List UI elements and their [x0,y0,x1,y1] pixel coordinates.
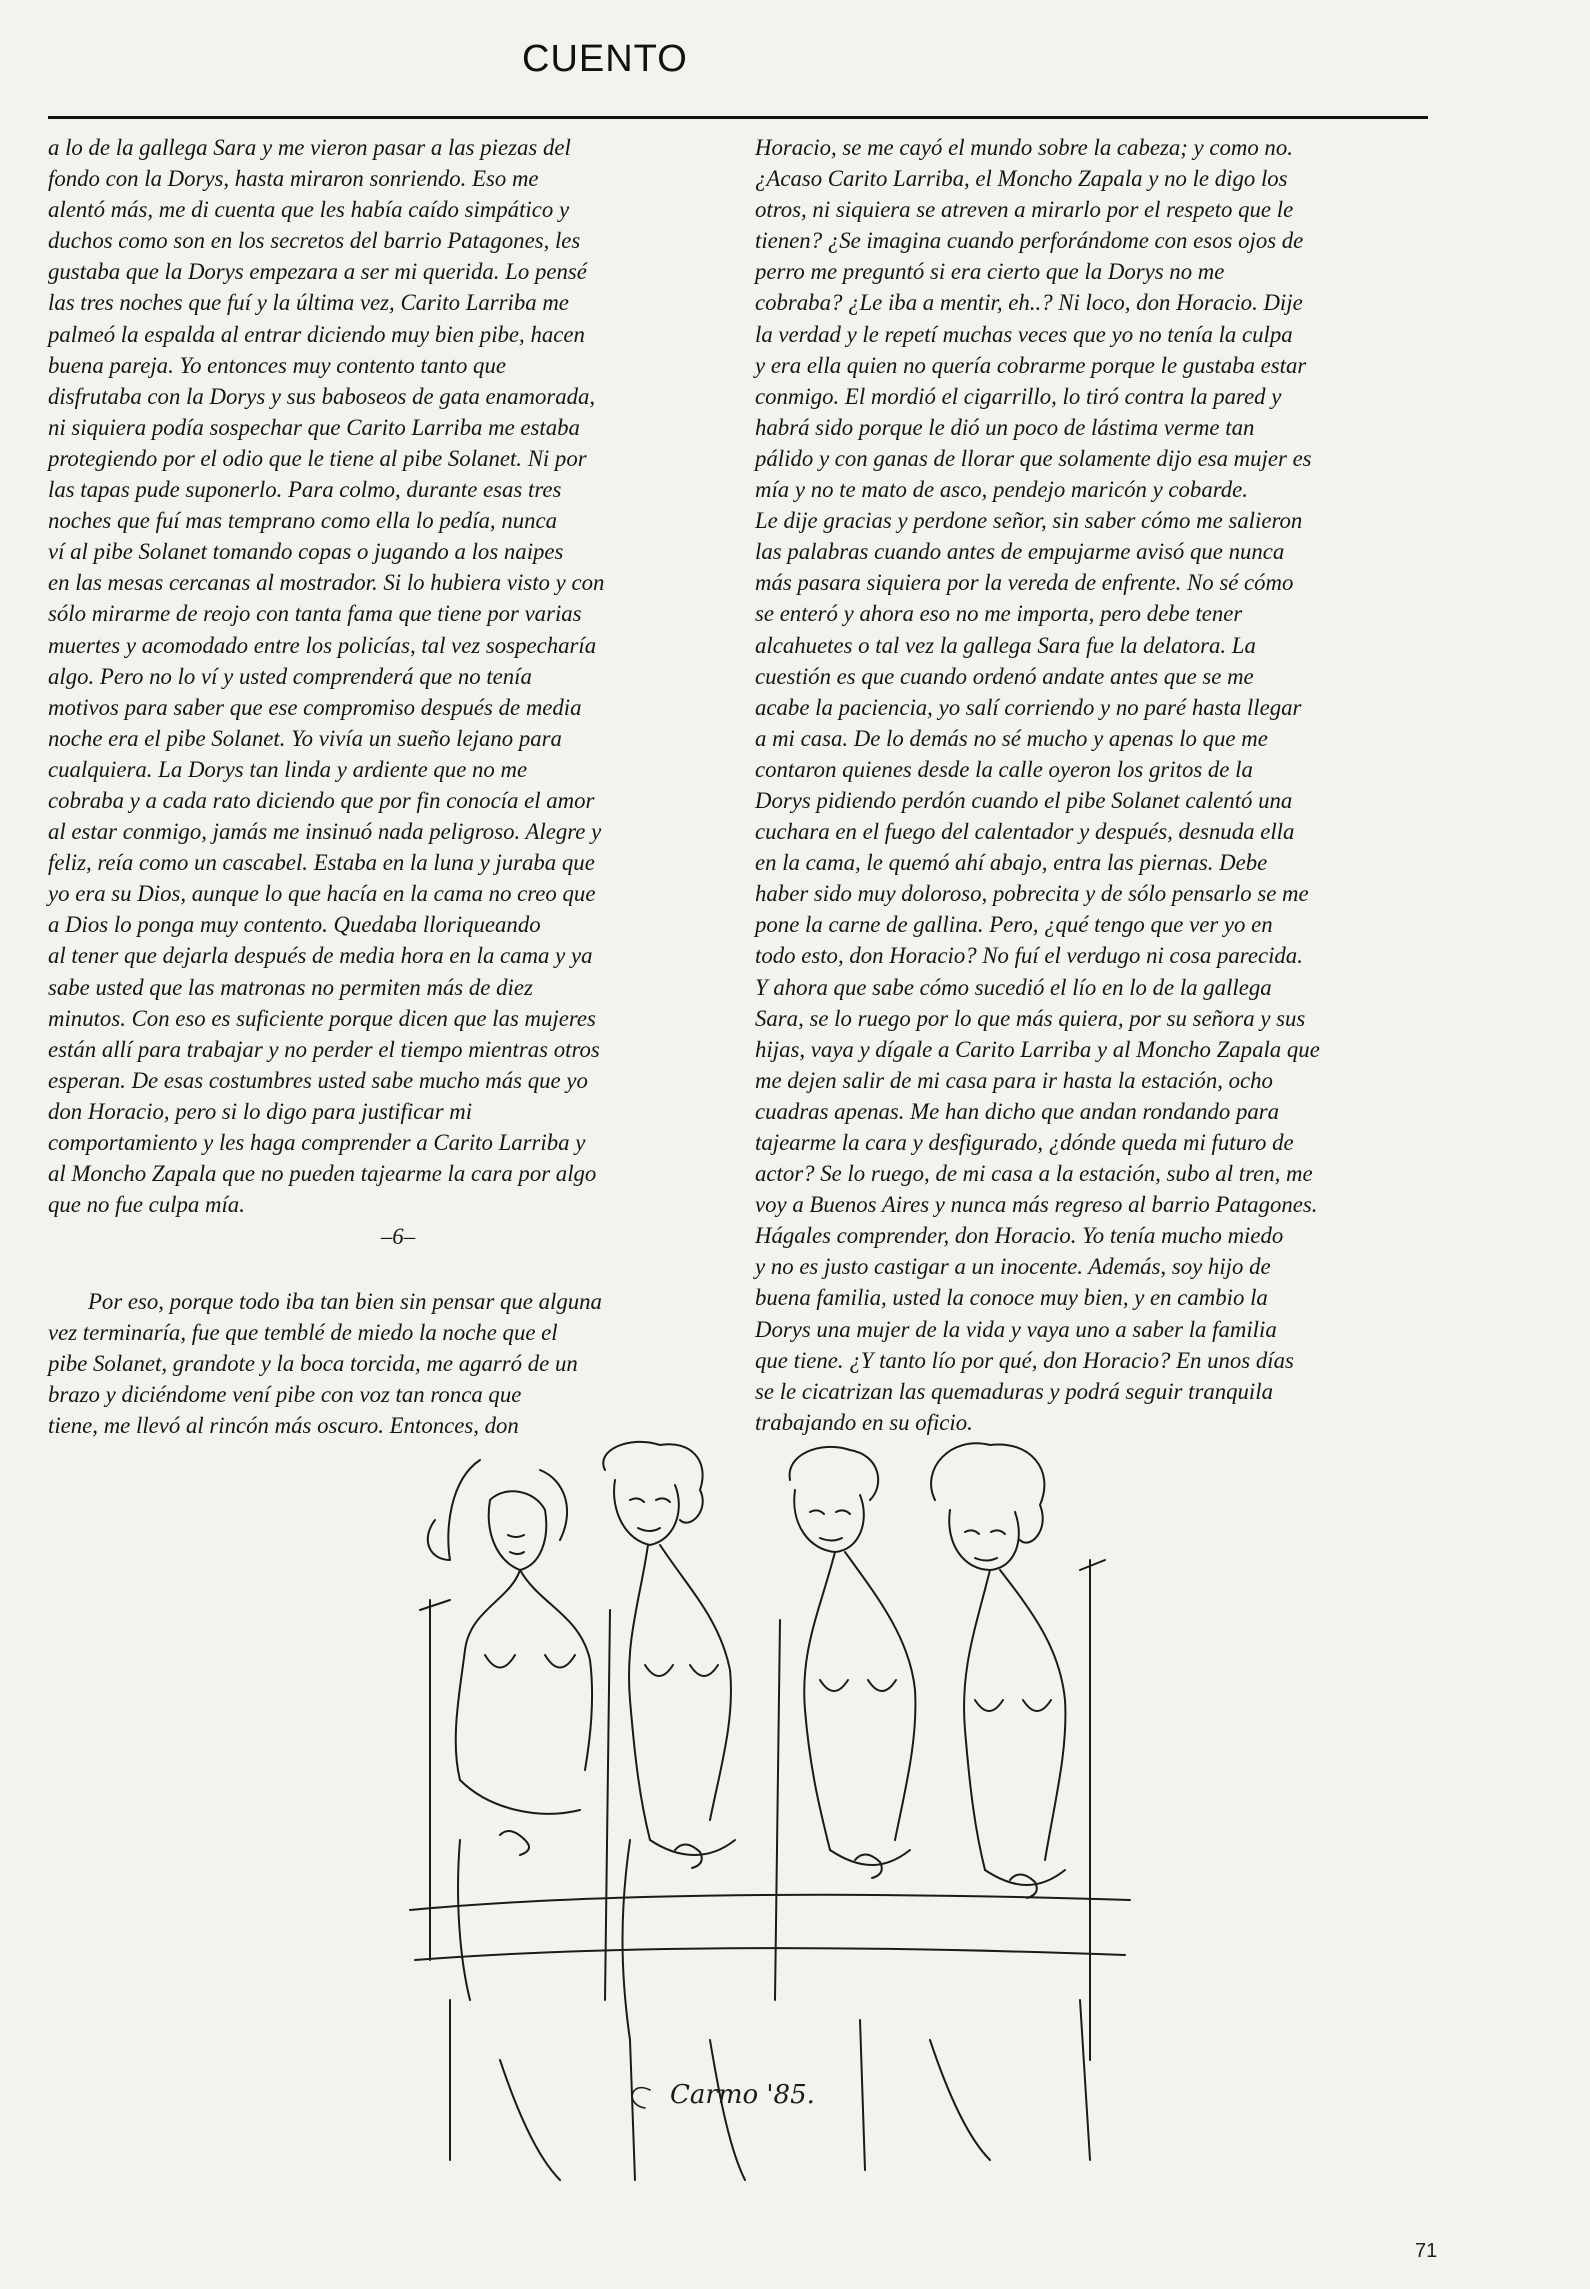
text-line: ví al pibe Solanet tomando copas o jugando a los naipes [48,539,564,565]
text-line: contaron quienes desde la calle oyeron los gritos de la [755,756,1253,782]
text-line: Le dije gracias y perdone señor, sin saber cómo me salieron [755,508,1303,534]
text-line: cuadras apenas. Me han dicho que andan rondando para [755,1098,1280,1124]
story-paragraph [48,132,748,1220]
text-line: al Moncho Zapala que no pueden tajearme la cara por algo [48,1161,597,1187]
text-line: pálido y con ganas de llorar que solamente dijo esa mujer es [755,445,1312,471]
text-line: las tres noches que fuí y la última vez, Carito Larriba me [48,290,569,316]
text-line: ¿Acaso Carito Larriba, el Moncho Zapala y no le digo los [755,166,1288,192]
text-line: Hágales comprender, don Horacio. Yo tenía mucho miedo [755,1223,1284,1249]
text-line: cobraba y a cada rato diciendo que por fin conocía el amor [48,787,595,813]
text-line: fondo con la Dorys, hasta miraron sonriendo. Eso me [48,166,539,192]
woman-4 [931,1443,1105,2060]
text-line: la verdad y le repetí muchas veces que yo no tenía la culpa [755,321,1293,347]
text-line: las palabras cuando antes de empujarme avisó que nunca [755,539,1285,565]
text-line: duchos como son en los secretos del barrio Patagones, les [48,228,581,254]
ink-illustration [390,1440,1150,2200]
text-line: y era ella quien no quería cobrarme porque le gustaba estar [755,352,1307,378]
text-line: disfrutaba con la Dorys y sus baboseos de gata enamorada, [48,383,596,409]
text-line: hijas, vaya y dígale a Carito Larriba y al Moncho Zapala que [755,1036,1320,1062]
text-line: feliz, reía como un cascabel. Estaba en la luna y juraba que [48,850,595,876]
text-line: mía y no te mato de asco, pendejo maricón y cobarde. [755,477,1248,503]
text-line: tiene, me llevó al rincón más oscuro. Entonces, don [48,1413,519,1439]
left-column-continuation [48,1286,748,1441]
text-line: alentó más, me di cuenta que les había caído simpático y [48,197,570,223]
section-label: CUENTO [522,38,688,80]
text-line: buena familia, usted la conoce muy bien, y en cambio la [755,1285,1268,1311]
text-line: perro me preguntó si era cierto que la Dorys no me [755,259,1225,285]
woman-3 [775,1447,915,2000]
text-line: que tiene. ¿Y tanto lío por qué, don Horacio? En unos días [755,1347,1294,1373]
text-line: se enteró y ahora eso no me importa, pero debe tener [755,601,1243,627]
text-line: noche era el pibe Solanet. Yo vivía un sueño lejano para [48,725,562,751]
text-line: están allí para trabajar y no perder el tiempo mientras otros [48,1036,600,1062]
text-line: muertes y acomodado entre los policías, tal vez sospecharía [48,632,597,658]
signature-strokes [632,2088,650,2108]
text-line: actor? Se lo ruego, de mi casa a la estación, subo al tren, me [755,1161,1313,1187]
text-line: que no fue culpa mía. [48,1192,245,1218]
text-line: Dorys pidiendo perdón cuando el pibe Solanet calentó una [755,787,1293,813]
text-line: sabe usted que las matronas no permiten más de diez [48,974,533,1000]
text-line: vez terminaría, fue que temblé de miedo la noche que el [48,1320,558,1346]
text-line: alcahuetes o tal vez la gallega Sara fue la delatora. La [755,632,1256,658]
bench-lines [410,1895,1130,2180]
text-line: tienen? ¿Se imagina cuando perforándome con esos ojos de [755,228,1304,254]
text-line: ni siquiera podía sospechar que Carito Larriba me estaba [48,414,580,440]
text-line: cualquiera. La Dorys tan linda y ardiente que no me [48,756,528,782]
page-number: 71 [1415,2240,1438,2262]
text-line: todo esto, don Horacio? No fuí el verdugo ni cosa parecida. [755,943,1303,969]
text-line: a mi casa. De lo demás no sé mucho y apenas lo que me [755,725,1268,751]
text-line: otros, ni siquiera se atreven a mirarlo por el respeto que le [755,197,1294,223]
text-line: conmigo. El mordió el cigarrillo, lo tiró contra la pared y [755,383,1282,409]
text-line: pone la carne de gallina. Pero, ¿qué tengo que ver yo en [755,912,1273,938]
text-line: don Horacio, pero si lo digo para justificar mi [48,1098,473,1124]
text-line: buena pareja. Yo entonces muy contento tanto que [48,352,506,378]
text-line: tajearme la cara y desfigurado, ¿dónde queda mi futuro de [755,1130,1294,1155]
text-line: gustaba que la Dorys empezara a ser mi querida. Lo pensé [48,259,587,285]
text-line: en la cama, le quemó ahí abajo, entra las piernas. Debe [755,850,1268,876]
story-paragraph [48,1286,748,1441]
story-paragraph [755,132,1455,1438]
text-line: haber sido muy doloroso, pobrecita y de sólo pensarlo se me [755,881,1309,907]
section-number: –6– [380,1224,416,1249]
text-line: al estar conmigo, jamás me insinuó nada peligroso. Alegre y [48,819,602,845]
text-line: sólo mirarme de reojo con tanta fama que tiene por varias [48,601,582,627]
text-line: acabe la paciencia, yo salí corriendo y no paré hasta llegar [755,694,1302,720]
text-line: minutos. Con eso es suficiente porque dicen que las mujeres [48,1005,596,1031]
text-line: trabajando en su oficio. [755,1409,973,1435]
text-line: voy a Buenos Aires y nunca más regreso al barrio Patagones. [755,1192,1318,1218]
text-line: al tener que dejarla después de media hora en la cama y ya [48,943,593,969]
left-column [48,132,748,1220]
woman-1 [420,1460,592,2000]
text-line: yo era su Dios, aunque lo que hacía en la cama no creo que [48,881,596,907]
text-line: Sara, se lo ruego por lo que más quiera, por su señora y sus [755,1005,1306,1031]
right-column [755,132,1455,1438]
text-line: protegiendo por el odio que le tiene al pibe Solanet. Ni por [48,445,587,471]
text-line: las tapas pude suponerlo. Para colmo, durante esas tres [48,477,562,503]
text-line: esperan. De esas costumbres usted sabe mucho más que yo [48,1067,588,1093]
text-line: Dorys una mujer de la vida y vaya uno a saber la familia [755,1316,1277,1342]
text-line: pibe Solanet, grandote y la boca torcida, me agarró de un [48,1351,578,1377]
text-line: palmeó la espalda al entrar diciendo muy bien pibe, hacen [48,321,585,347]
text-line: a Dios lo ponga muy contento. Quedaba lloriqueando [48,912,541,938]
text-line: a lo de la gallega Sara y me vieron pasar a las piezas del [48,135,571,160]
text-line: comportamiento y les haga comprender a Carito Larriba y [48,1130,586,1155]
text-line: algo. Pero no lo ví y usted comprenderá que no tenía [48,663,532,689]
text-line: Y ahora que sabe cómo sucedió el lío en lo de la gallega [755,974,1272,1000]
header-rule [48,116,1428,119]
text-line: Horacio, se me cayó el mundo sobre la cabeza; y como no. [755,135,1293,160]
text-line: se le cicatrizan las quemaduras y podrá seguir tranquila [755,1378,1273,1404]
text-line: me dejen salir de mi casa para ir hasta la estación, ocho [755,1067,1273,1093]
text-line: Por eso, porque todo iba tan bien sin pensar que alguna [88,1289,602,1314]
text-line: brazo y diciéndome vení pibe con voz tan ronca que [48,1382,522,1408]
text-line: más pasara siquiera por la vereda de enfrente. No sé cómo [755,570,1294,596]
text-line: noches que fuí mas temprano como ella lo pedía, nunca [48,508,558,534]
text-line: cuchara en el fuego del calentador y después, desnuda ella [755,819,1295,845]
text-line: y no es justo castigar a un inocente. Además, soy hijo de [755,1254,1271,1280]
text-line: motivos para saber que ese compromiso después de media [48,694,582,720]
text-line: en las mesas cercanas al mostrador. Si lo hubiera visto y con [48,570,605,596]
text-line: cobraba? ¿Le iba a mentir, eh..? Ni loco, don Horacio. Dije [755,290,1303,316]
text-line: habrá sido porque le dió un poco de lástima verme tan [755,414,1255,440]
text-line: cuestión es que cuando ordenó andate antes que se me [755,663,1254,689]
artist-signature: Carmo '85. [670,2080,815,2110]
